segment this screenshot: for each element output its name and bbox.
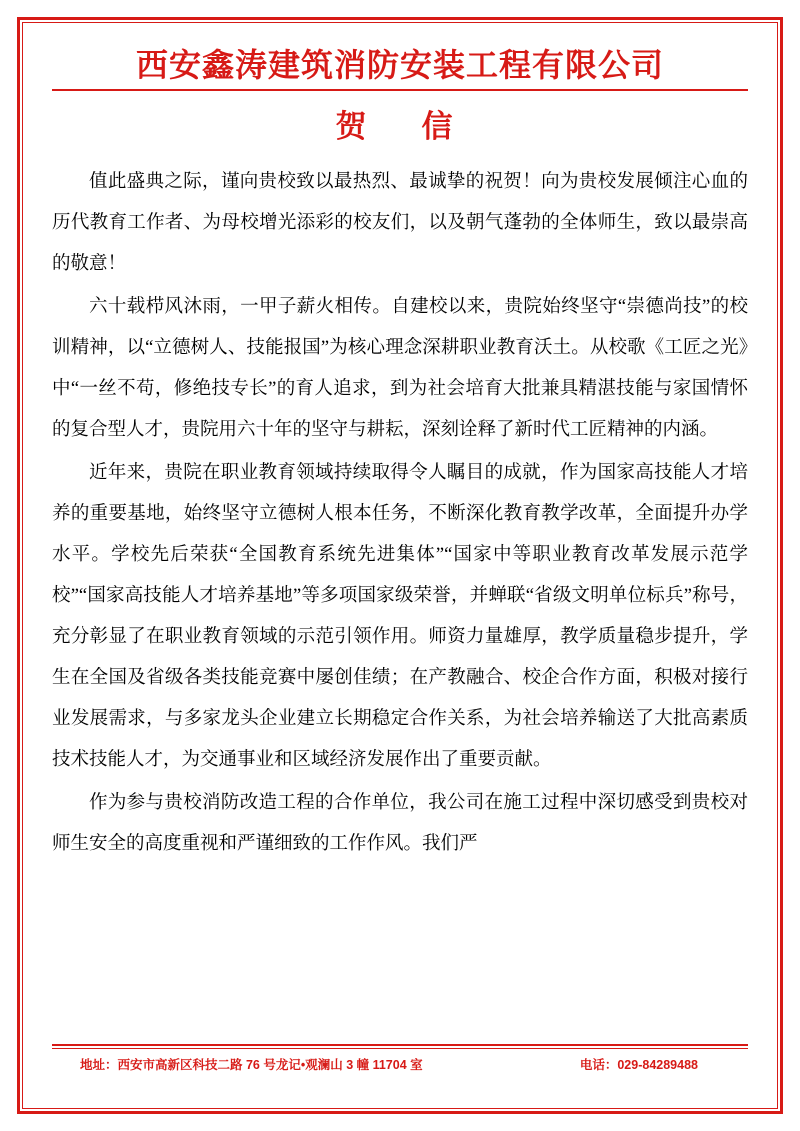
paragraph: 近年来，贵院在职业教育领域持续取得令人瞩目的成就，作为国家高技能人才培养的重要基地，始终坚守立德树人根本任务，不断深化教育教学改革，全面提升办学水平。学校先后荣获“全国教育系统先进集体”“国家中等职业教育改革发展示范学校”“国家高技能人才培养基地”等多项国家级荣誉，并蝉联“省级文明单位标兵”称号，充分彰显了在职业教育领域的示范引领作用。师资力量雄厚，教学质量稳步提升，学生在全国及省级各类技能竞赛中屡创佳绩；在产教融合、校企合作方面，积极对接行业发展需求，与多家龙头企业建立长期稳定合作关系，为社会培养输送了大批高素质技术技能人才，为交通事业和区域经济发展作出了重要贡献。 — [52, 463, 748, 770]
paragraph: 作为参与贵校消防改造工程的合作单位，我公司在施工过程中深切感受到贵校对师生安全的高度重视和严谨细致的工作作风。我们严 — [52, 793, 748, 854]
footer-divider-top — [52, 1044, 748, 1046]
footer-contact-row — [52, 1049, 748, 1079]
footer-telephone: 电话：029-84289488 — [579, 1058, 698, 1072]
footer-address: 地址：西安市高新区科技二路 76 号龙记•观澜山 3 幢 11704 室 — [80, 1058, 423, 1072]
paragraph: 六十载栉风沐雨，一甲子薪火相传。自建校以来，贵院始终坚守“崇德尚技”的校训精神，以“立德树人、技能报国”为核心理念深耕职业教育沃土。从校歌《工匠之光》中“一丝不苟，修绝技专长”的育人追求，到为社会培育大批兼具精湛技能与家国情怀的复合型人才，贵院用六十年的坚守与耕耘，深刻诠释了新时代工匠精神的内涵。 — [52, 297, 748, 440]
paragraph: 值此盛典之际，谨向贵校致以最热烈、最诚挚的祝贺！向为贵校发展倾注心血的历代教育工作者、为母校增光添彩的校友们，以及朝气蓬勃的全体师生，致以最崇高的敬意！ — [52, 172, 748, 274]
document-content — [52, 45, 748, 867]
document-title: 贺 信 — [335, 109, 465, 144]
company-title: 西安鑫涛建筑消防安装工程有限公司 — [135, 47, 664, 83]
page-footer — [52, 1044, 748, 1079]
letter-body — [52, 162, 748, 865]
title-divider — [52, 89, 748, 91]
